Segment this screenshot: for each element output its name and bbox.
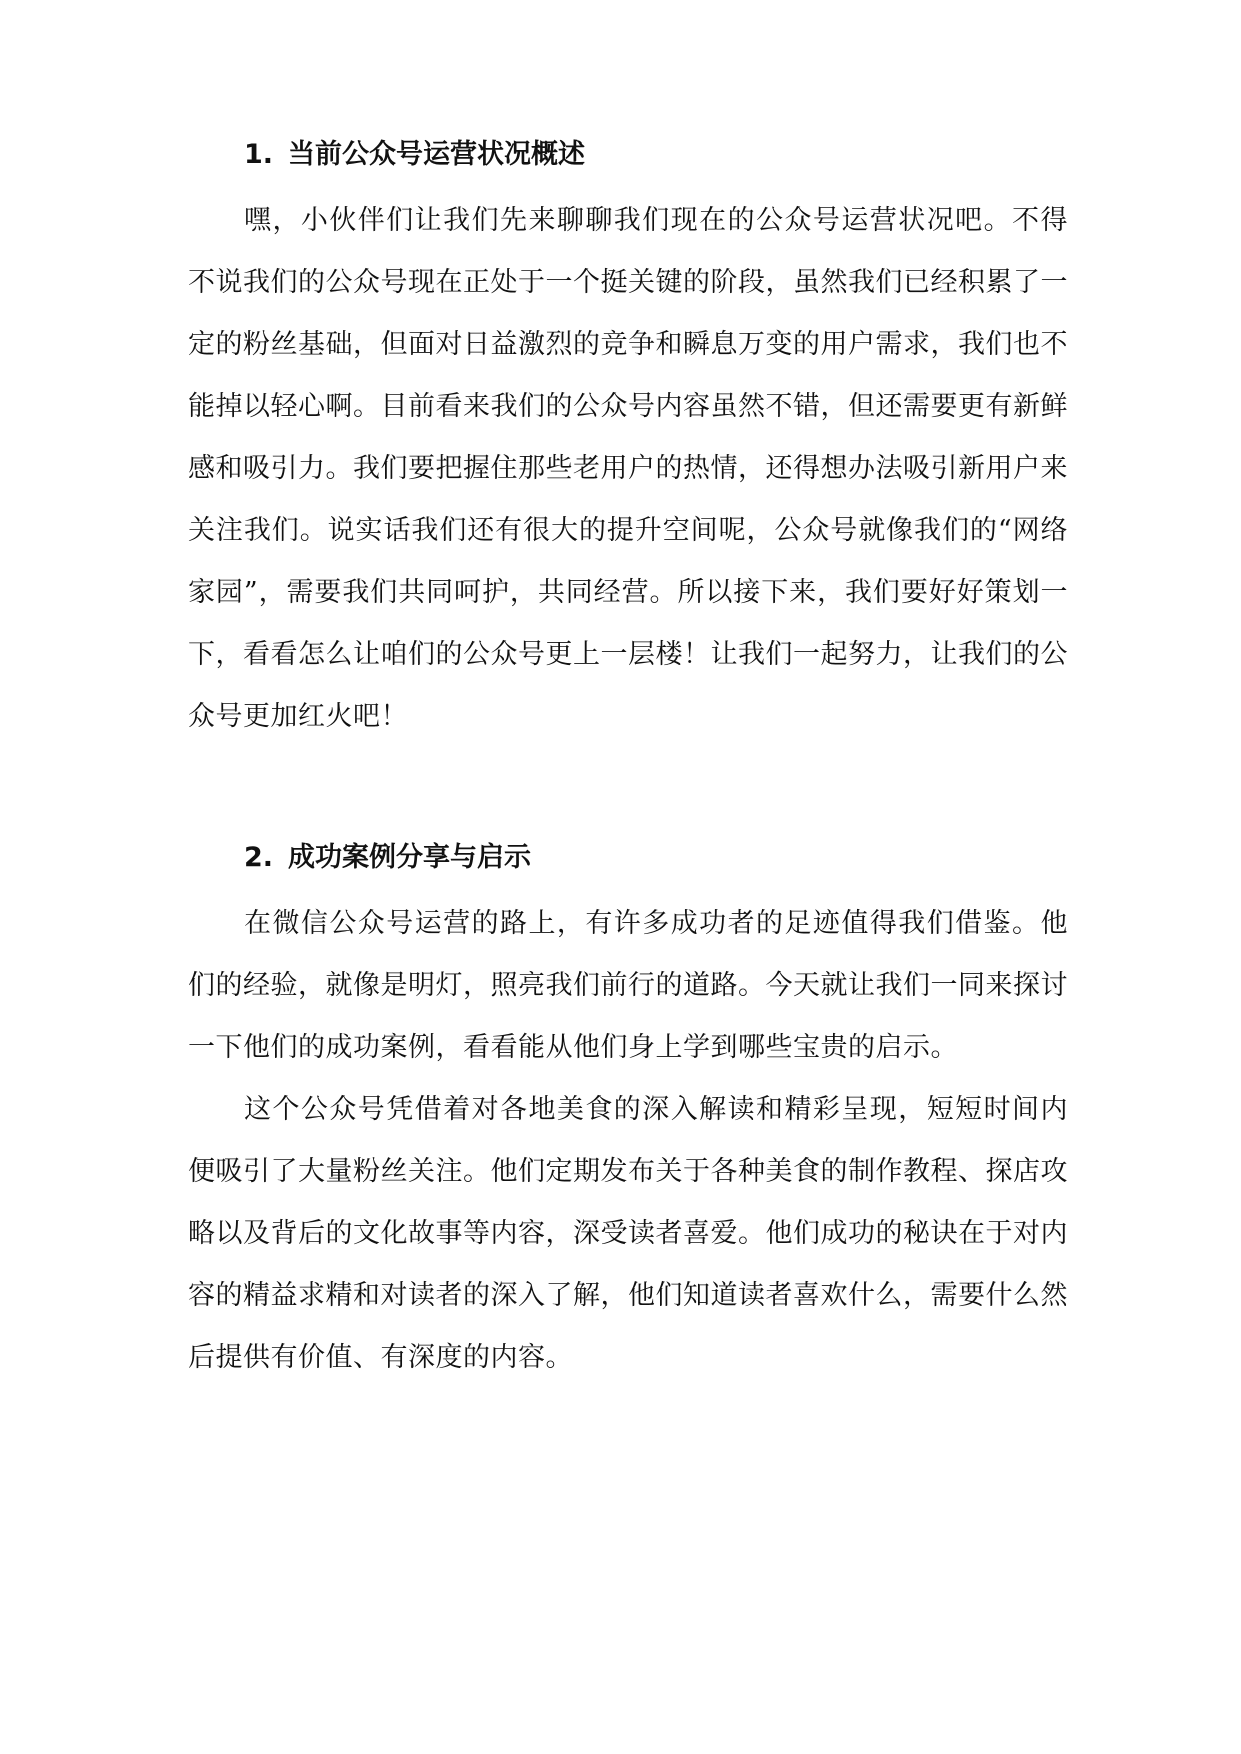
section-1-paragraph-1: 嘿，小伙伴们让我们先来聊聊我们现在的公众号运营状况吧。不得不说我们的公众号现在正处于一个挺关键的阶段，虽然我们已经积累了一定的粉丝基础，但面对日益激烈的竞争和瞬息万变的用户需求，我们也不能掉以轻心啊。目前看来我们的公众号内容虽然不错，但还需要更有新鲜感和吸引力。我们要把握住那些老用户的热情，还得想办法吸引新用户来关注我们。说实话我们还有很大的提升空间呢，公众号就像我们的“网络家园”，需要我们共同呵护，共同经营。所以接下来，我们要好好策划一下，看看怎么让咱们的公众号更上一层楼！让我们一起努力，让我们的公众号更加红火吧！ [188,205,1068,732]
section-1-number: 1. [244,139,274,170]
section-2-paragraph-2: 这个公众号凭借着对各地美食的深入解读和精彩呈现，短短时间内便吸引了大量粉丝关注。他们定期发布关于各种美食的制作教程、探店攻略以及背后的文化故事等内容，深受读者喜爱。他们成功的秘诀在于对内容的精益求精和对读者的深入了解，他们知道读者喜欢什么，需要什么然后提供有价值、有深度的内容。 [188,1094,1068,1373]
section-2-paragraph-1: 在微信公众号运营的路上，有许多成功者的足迹值得我们借鉴。他们的经验，就像是明灯，照亮我们前行的道路。今天就让我们一同来探讨一下他们的成功案例，看看能从他们身上学到哪些宝贵的启示。 [188,908,1068,1063]
section-2-heading [244,841,531,875]
section-2-number: 2. [244,842,274,873]
section-1-title: 当前公众号运营状况概述 [288,139,585,170]
section-1-heading [244,138,585,172]
section-2-title: 成功案例分享与启示 [288,842,531,873]
